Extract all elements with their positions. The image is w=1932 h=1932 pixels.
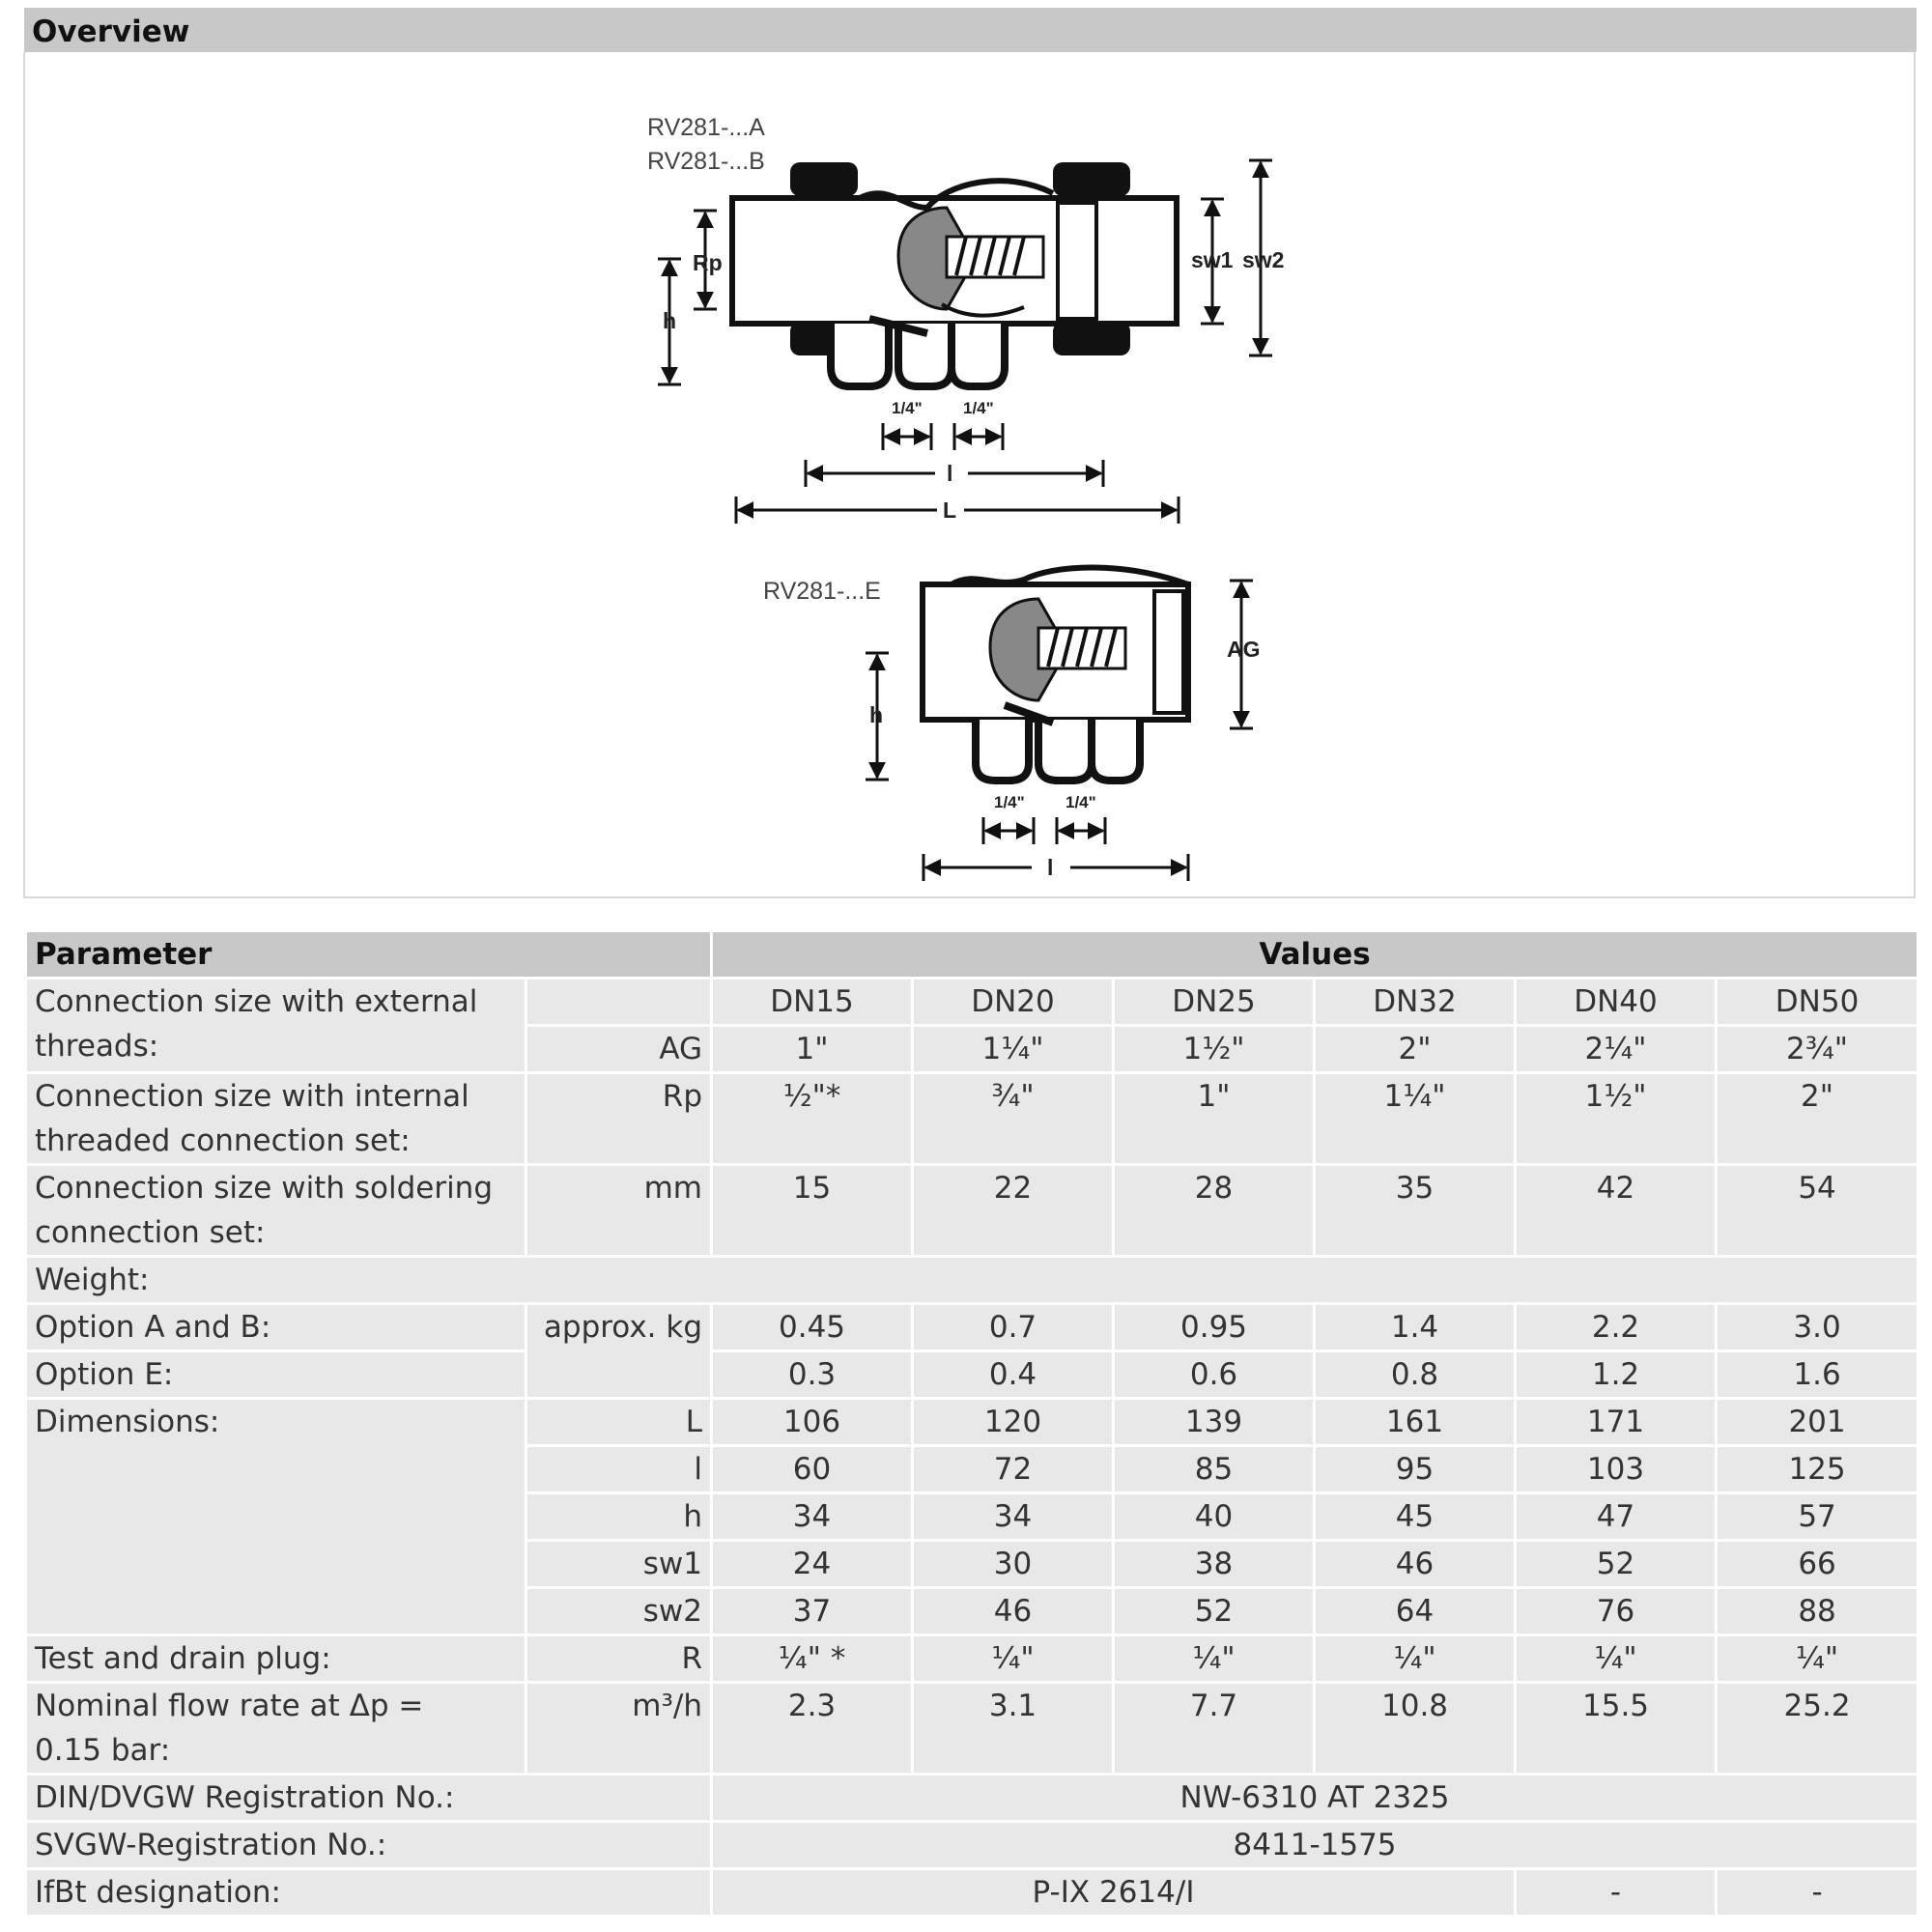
label-l-big: L bbox=[943, 497, 957, 523]
din-value: NW-6310 AT 2325 bbox=[712, 1775, 1918, 1822]
unit-cell: Rp bbox=[526, 1073, 712, 1165]
ifbt-dn50: - bbox=[1717, 1869, 1918, 1917]
value-cell: ¼" bbox=[1114, 1635, 1315, 1683]
row-label-weight: Weight: bbox=[26, 1257, 1918, 1304]
label-quarter-3: 1/4" bbox=[994, 793, 1025, 811]
value-cell: 34 bbox=[712, 1493, 913, 1541]
value-cell: 2" bbox=[1717, 1073, 1918, 1165]
valve-ab-diagram bbox=[647, 114, 1284, 524]
unit-cell: mm bbox=[526, 1165, 712, 1257]
value-cell: 1" bbox=[712, 1026, 913, 1073]
unit-cell: approx. kg bbox=[526, 1304, 712, 1399]
valve-e-diagram bbox=[763, 568, 1261, 882]
value-cell: 46 bbox=[913, 1588, 1114, 1635]
table-row bbox=[26, 1351, 1918, 1399]
unit-cell: R bbox=[526, 1635, 712, 1683]
table-row bbox=[26, 1165, 1918, 1257]
table-row bbox=[26, 1683, 1918, 1775]
row-label-line: Connection size with external bbox=[35, 984, 478, 1019]
overview-title: Overview bbox=[32, 14, 190, 49]
value-cell: 57 bbox=[1717, 1493, 1918, 1541]
value-cell: 201 bbox=[1717, 1399, 1918, 1446]
label-variant-a: RV281-...A bbox=[647, 114, 765, 141]
unit-cell: h bbox=[526, 1493, 712, 1541]
value-cell: 139 bbox=[1114, 1399, 1315, 1446]
label-rp: Rp bbox=[693, 250, 723, 275]
row-label-din: DIN/DVGW Registration No.: bbox=[26, 1775, 712, 1822]
unit-cell: L bbox=[526, 1399, 712, 1446]
spec-table bbox=[24, 929, 1919, 1918]
row-label-soldering bbox=[26, 1165, 526, 1257]
value-cell: 1" bbox=[1114, 1073, 1315, 1165]
table-row bbox=[26, 1304, 1918, 1351]
label-variant-b: RV281-...B bbox=[647, 148, 765, 175]
size-cell: DN40 bbox=[1516, 979, 1717, 1026]
value-cell: 45 bbox=[1315, 1493, 1516, 1541]
table-row bbox=[26, 1822, 1918, 1869]
value-cell: 52 bbox=[1516, 1541, 1717, 1588]
value-cell: 171 bbox=[1516, 1399, 1717, 1446]
value-cell: 161 bbox=[1315, 1399, 1516, 1446]
value-cell: 76 bbox=[1516, 1588, 1717, 1635]
value-cell: 37 bbox=[712, 1588, 913, 1635]
value-cell: ¼" * bbox=[712, 1635, 913, 1683]
value-cell: 10.8 bbox=[1315, 1683, 1516, 1775]
value-cell: 2.3 bbox=[712, 1683, 913, 1775]
value-cell: 1.6 bbox=[1717, 1351, 1918, 1399]
value-cell: 54 bbox=[1717, 1165, 1918, 1257]
value-cell: 95 bbox=[1315, 1446, 1516, 1493]
value-cell: 15.5 bbox=[1516, 1683, 1717, 1775]
value-cell: 38 bbox=[1114, 1541, 1315, 1588]
table-row bbox=[26, 979, 1918, 1026]
table-row bbox=[26, 1775, 1918, 1822]
value-cell: 2¼" bbox=[1516, 1026, 1717, 1073]
row-label-flow bbox=[26, 1683, 526, 1775]
row-label-option-ab: Option A and B: bbox=[26, 1304, 526, 1351]
size-cell: DN32 bbox=[1315, 979, 1516, 1026]
ifbt-value: P-IX 2614/I bbox=[712, 1869, 1516, 1917]
value-cell: 52 bbox=[1114, 1588, 1315, 1635]
value-cell: 64 bbox=[1315, 1588, 1516, 1635]
value-cell: 1¼" bbox=[1315, 1073, 1516, 1165]
label-h-bottom: h bbox=[869, 702, 884, 727]
size-cell: DN20 bbox=[913, 979, 1114, 1026]
value-cell: ¼" bbox=[913, 1635, 1114, 1683]
row-label-dimensions: Dimensions: bbox=[26, 1399, 526, 1635]
value-cell: 47 bbox=[1516, 1493, 1717, 1541]
value-cell: 85 bbox=[1114, 1446, 1315, 1493]
row-label-option-e: Option E: bbox=[26, 1351, 526, 1399]
table-row bbox=[26, 1399, 1918, 1446]
value-cell: 30 bbox=[913, 1541, 1114, 1588]
value-cell: 88 bbox=[1717, 1588, 1918, 1635]
label-variant-e: RV281-...E bbox=[763, 578, 881, 605]
value-cell: 60 bbox=[712, 1446, 913, 1493]
value-cell: 35 bbox=[1315, 1165, 1516, 1257]
value-cell: 72 bbox=[913, 1446, 1114, 1493]
value-cell: ¼" bbox=[1717, 1635, 1918, 1683]
table-header-row bbox=[26, 931, 1918, 979]
row-label-line: Connection size with soldering bbox=[35, 1171, 494, 1206]
label-sw1: sw1 bbox=[1191, 247, 1234, 272]
value-cell: 25.2 bbox=[1717, 1683, 1918, 1775]
value-cell: 0.95 bbox=[1114, 1304, 1315, 1351]
value-cell: 3.1 bbox=[913, 1683, 1114, 1775]
label-quarter-1: 1/4" bbox=[892, 399, 923, 417]
value-cell: ¼" bbox=[1516, 1635, 1717, 1683]
valve-drawing bbox=[0, 0, 1932, 927]
value-cell: 125 bbox=[1717, 1446, 1918, 1493]
unit-cell: m³/h bbox=[526, 1683, 712, 1775]
value-cell: 120 bbox=[913, 1399, 1114, 1446]
row-label-line: threads: bbox=[35, 1029, 159, 1064]
value-cell: 15 bbox=[712, 1165, 913, 1257]
value-cell: 66 bbox=[1717, 1541, 1918, 1588]
header-parameter: Parameter bbox=[26, 931, 712, 979]
value-cell: 106 bbox=[712, 1399, 913, 1446]
svgw-value: 8411-1575 bbox=[712, 1822, 1918, 1869]
row-label-external bbox=[26, 979, 526, 1073]
value-cell: ¼" bbox=[1315, 1635, 1516, 1683]
row-label-line: Nominal flow rate at Δp = bbox=[35, 1689, 424, 1723]
value-cell: 0.45 bbox=[712, 1304, 913, 1351]
label-quarter-4: 1/4" bbox=[1065, 793, 1096, 811]
value-cell: 1.4 bbox=[1315, 1304, 1516, 1351]
size-cell: DN15 bbox=[712, 979, 913, 1026]
row-label-line: threaded connection set: bbox=[35, 1123, 411, 1158]
value-cell: ½"* bbox=[712, 1073, 913, 1165]
table-row bbox=[26, 1257, 1918, 1304]
row-label-plug: Test and drain plug: bbox=[26, 1635, 526, 1683]
unit-cell: sw1 bbox=[526, 1541, 712, 1588]
value-cell: 42 bbox=[1516, 1165, 1717, 1257]
value-cell: 2¾" bbox=[1717, 1026, 1918, 1073]
row-label-line: Connection size with internal bbox=[35, 1079, 469, 1114]
label-ag: AG bbox=[1227, 637, 1261, 662]
value-cell: 1½" bbox=[1114, 1026, 1315, 1073]
value-cell: 0.4 bbox=[913, 1351, 1114, 1399]
row-label-line: 0.15 bar: bbox=[35, 1733, 171, 1768]
size-cell: DN25 bbox=[1114, 979, 1315, 1026]
unit-cell: l bbox=[526, 1446, 712, 1493]
label-l-small-top: l bbox=[947, 461, 953, 486]
value-cell: 0.6 bbox=[1114, 1351, 1315, 1399]
value-cell: 2.2 bbox=[1516, 1304, 1717, 1351]
value-cell: 46 bbox=[1315, 1541, 1516, 1588]
table-row bbox=[26, 1073, 1918, 1165]
row-label-internal bbox=[26, 1073, 526, 1165]
value-cell: 1½" bbox=[1516, 1073, 1717, 1165]
value-cell: 24 bbox=[712, 1541, 913, 1588]
row-label-line: connection set: bbox=[35, 1215, 266, 1250]
value-cell: 1¼" bbox=[913, 1026, 1114, 1073]
header-values: Values bbox=[712, 931, 1918, 979]
table-row bbox=[26, 1635, 1918, 1683]
size-cell: DN50 bbox=[1717, 979, 1918, 1026]
table-cell bbox=[526, 979, 712, 1026]
label-h-top: h bbox=[663, 308, 677, 333]
label-quarter-2: 1/4" bbox=[963, 399, 994, 417]
value-cell: 0.8 bbox=[1315, 1351, 1516, 1399]
value-cell: 3.0 bbox=[1717, 1304, 1918, 1351]
value-cell: 1.2 bbox=[1516, 1351, 1717, 1399]
table-row bbox=[26, 1869, 1918, 1917]
value-cell: 0.3 bbox=[712, 1351, 913, 1399]
label-sw2: sw2 bbox=[1242, 247, 1285, 272]
value-cell: 34 bbox=[913, 1493, 1114, 1541]
value-cell: 0.7 bbox=[913, 1304, 1114, 1351]
value-cell: 103 bbox=[1516, 1446, 1717, 1493]
row-label-svgw: SVGW-Registration No.: bbox=[26, 1822, 712, 1869]
value-cell: 7.7 bbox=[1114, 1683, 1315, 1775]
row-label-ifbt: IfBt designation: bbox=[26, 1869, 712, 1917]
unit-cell: sw2 bbox=[526, 1588, 712, 1635]
value-cell: 40 bbox=[1114, 1493, 1315, 1541]
value-cell: 22 bbox=[913, 1165, 1114, 1257]
ifbt-dn40: - bbox=[1516, 1869, 1717, 1917]
unit-cell: AG bbox=[526, 1026, 712, 1073]
value-cell: 28 bbox=[1114, 1165, 1315, 1257]
label-l-small-bottom: l bbox=[1047, 855, 1054, 880]
value-cell: 2" bbox=[1315, 1026, 1516, 1073]
value-cell: ¾" bbox=[913, 1073, 1114, 1165]
